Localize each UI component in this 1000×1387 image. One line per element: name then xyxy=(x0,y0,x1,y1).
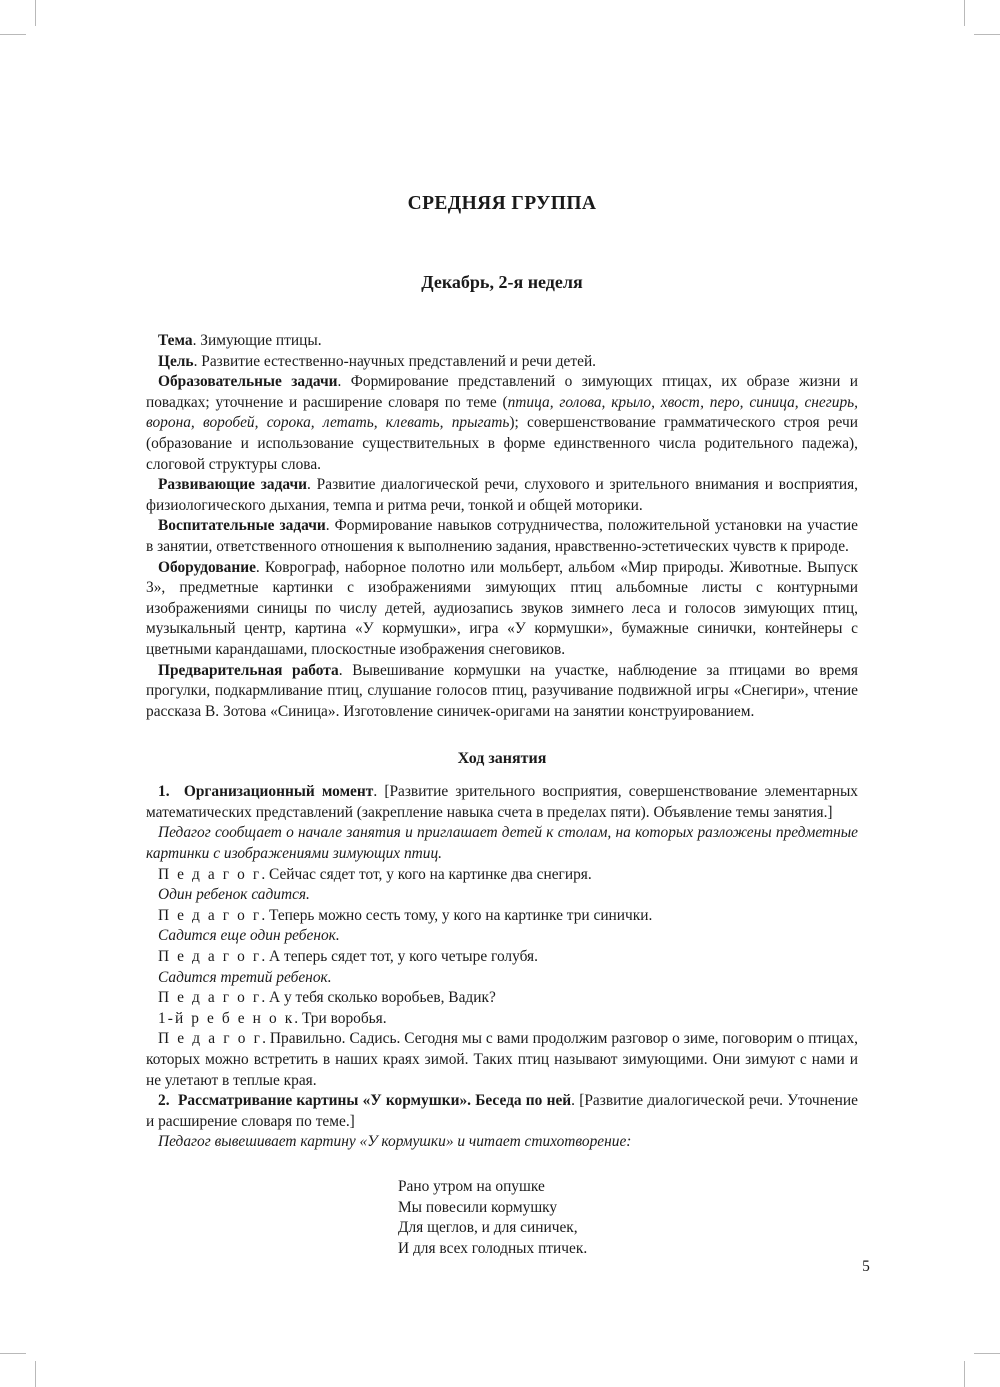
crop-mark-top-right-horizontal xyxy=(974,34,1000,35)
dialogue-text: . Сейчас сядет тот, у кого на картинке два снегиря. xyxy=(261,865,592,883)
dialogue-line xyxy=(146,947,858,968)
upbringing-tasks-label: Воспитательные задачи xyxy=(158,517,326,535)
dialogue-text: . А у тебя сколько воробьев, Вадик? xyxy=(261,989,496,1007)
crop-mark-bottom-right-vertical xyxy=(964,1361,965,1387)
crop-mark-top-right-vertical xyxy=(964,0,965,26)
dialogue-text: . А теперь сядет тот, у кого четыре голубя. xyxy=(261,948,538,966)
preliminary-work-paragraph xyxy=(146,661,858,723)
educational-tasks-label: Образовательные задачи xyxy=(158,373,338,391)
page-title: СРЕДНЯЯ ГРУППА xyxy=(407,193,597,214)
dialogue-line xyxy=(146,865,858,886)
goal-label: Цель xyxy=(158,352,194,370)
step-2-paragraph xyxy=(146,1091,858,1132)
dialogue-speaker: 1-й р е б е н о к xyxy=(158,1009,295,1027)
dialogue-text: . Правильно. Садись. Сегодня мы с вами продолжим разговор о зиме, поговорим о птицах, которых можно встретить в наших краях зимой. Таких птиц называют зимующими. Они зимуют с нами и не улетают в теплые края. xyxy=(146,1030,858,1089)
week-subtitle: Декабрь, 2-я неделя xyxy=(421,272,583,292)
stage-direction: Один ребенок садится. xyxy=(158,886,310,904)
poem-line: Мы повесили кормушку xyxy=(398,1198,558,1216)
step-1-number: 1. xyxy=(158,783,170,801)
step-2-label: Рассматривание картины «У кормушки». Беседа по ней xyxy=(178,1092,572,1110)
vocabulary-list: птица, голова, крыло, хвост, перо, синица, снегирь, ворона, воробей, сорока, летать, клевать, прыгать xyxy=(146,393,858,432)
equipment-text: . Коврограф, наборное полотно или мольберт, альбом «Мир природы. Животные. Выпуск 3», предметные картинки с изображениями зимующих птиц альбомные листы с контурными изображениями синицы по числу детей, аудиозапись звуков зимнего леса и голосов зимующих птиц, музыкальный центр, картина «У кормушки», игра «У кормушки», бумажные синички, контейнеры с цветными карандашами, плоскостные изображения снеговиков. xyxy=(146,558,858,658)
step-2-text: . [Развитие диалогической речи. Уточнение и расширение словаря по теме.] xyxy=(146,1092,858,1130)
step-2-number: 2. xyxy=(158,1092,170,1110)
dialogue-speaker: П е д а г о г xyxy=(158,948,262,966)
page-number xyxy=(0,1258,1000,1276)
poem-line: Рано утром на опушке xyxy=(398,1177,545,1195)
dialogue-line xyxy=(146,1029,858,1091)
poem-line: Для щеглов, и для синичек, xyxy=(398,1219,578,1237)
upbringing-tasks-text: . Формирование навыков сотрудничества, положительной установки на участие в занятии, ответственного отношения к выполнению задания, нравственно-эстетических чувств к природе. xyxy=(146,517,858,555)
dialogue-line xyxy=(146,906,858,927)
crop-mark-bottom-left-horizontal xyxy=(0,1353,26,1354)
dialogue-text: . Теперь можно сесть тому, у кого на картинке три синички. xyxy=(261,906,653,924)
course-heading: Ход занятия xyxy=(457,750,547,768)
developing-tasks-text: . Развитие диалогической речи, слухового и зрительного внимания и восприятия, физиологического дыхания, темпа и ритма речи, тонкой и общей моторики. xyxy=(146,476,859,514)
poem-line: И для всех голодных птичек. xyxy=(398,1239,588,1257)
theme-paragraph xyxy=(146,331,858,352)
stage-direction: Садится третий ребенок. xyxy=(158,968,332,986)
preliminary-work-label: Предварительная работа xyxy=(158,661,339,679)
educational-tasks-paragraph xyxy=(146,372,858,475)
goal-paragraph xyxy=(146,352,858,373)
goal-text: . Развитие естественно-научных представлений и речи детей. xyxy=(193,352,597,370)
crop-mark-top-left-horizontal xyxy=(0,34,26,35)
dialogue-line xyxy=(146,1009,858,1030)
educational-tasks-text-b: ); совершенствование грамматического строя речи (образование и использование существительных в форме единственного числа родительного падежа), слоговой структуры слова. xyxy=(146,414,858,473)
dialogue-speaker: П е д а г о г xyxy=(158,989,262,1007)
theme-label: Тема xyxy=(158,332,193,349)
preliminary-work-text: . Вывешивание кормушки на участке, наблюдение за птицами во время прогулки, подкармливание птиц, слушание голосов птиц, разучивание подвижной игры «Снегири», чтение рассказа В. Зотова «Синица». Изготовление синичек-оригами на занятии конструированием. xyxy=(146,661,858,720)
crop-mark-bottom-left-vertical xyxy=(35,1361,36,1387)
upbringing-tasks-paragraph xyxy=(146,516,858,557)
theme-text: . Зимующие птицы. xyxy=(192,332,322,349)
course-section xyxy=(146,782,858,1259)
developing-tasks-label: Развивающие задачи xyxy=(158,476,308,494)
equipment-paragraph xyxy=(146,558,858,661)
step-2-stage-direction: Педагог вывешивает картину «У кормушки» и читает стихотворение: xyxy=(158,1133,632,1151)
step-1-label: Организационный момент xyxy=(183,783,374,801)
equipment-label: Оборудование xyxy=(158,558,256,576)
step-1-text: . [Развитие зрительного восприятия, совершенствование элементарных математических представлений (закрепление навыка счета в пределах пяти). Объявление темы занятия.] xyxy=(146,783,858,821)
crop-mark-bottom-right-horizontal xyxy=(974,1353,1000,1354)
page-number-value: 5 xyxy=(862,1258,870,1275)
dialogue-speaker: П е д а г о г xyxy=(158,865,262,883)
developing-tasks-paragraph xyxy=(146,475,858,516)
crop-mark-top-left-vertical xyxy=(35,0,36,26)
dialogue-text: . Три воробья. xyxy=(294,1009,387,1027)
dialogue-speaker: П е д а г о г xyxy=(158,906,262,924)
intro-section xyxy=(146,293,858,722)
dialogue-line xyxy=(146,988,858,1009)
dialogue-speaker: П е д а г о г xyxy=(158,1030,263,1048)
step-1-stage-direction: Педагог сообщает о начале занятия и приглашает детей к столам, на которых разложены предметные картинки с изображениями зимующих птиц. xyxy=(146,824,858,863)
stage-direction: Садится еще один ребенок. xyxy=(158,927,340,945)
step-1-paragraph xyxy=(146,782,858,823)
poem xyxy=(146,1153,858,1259)
page-content xyxy=(146,0,858,1259)
educational-tasks-text-a: . Формирование представлений о зимующих птицах, их образе жизни и повадках; уточнение и расширение словаря по теме ( xyxy=(146,373,858,411)
